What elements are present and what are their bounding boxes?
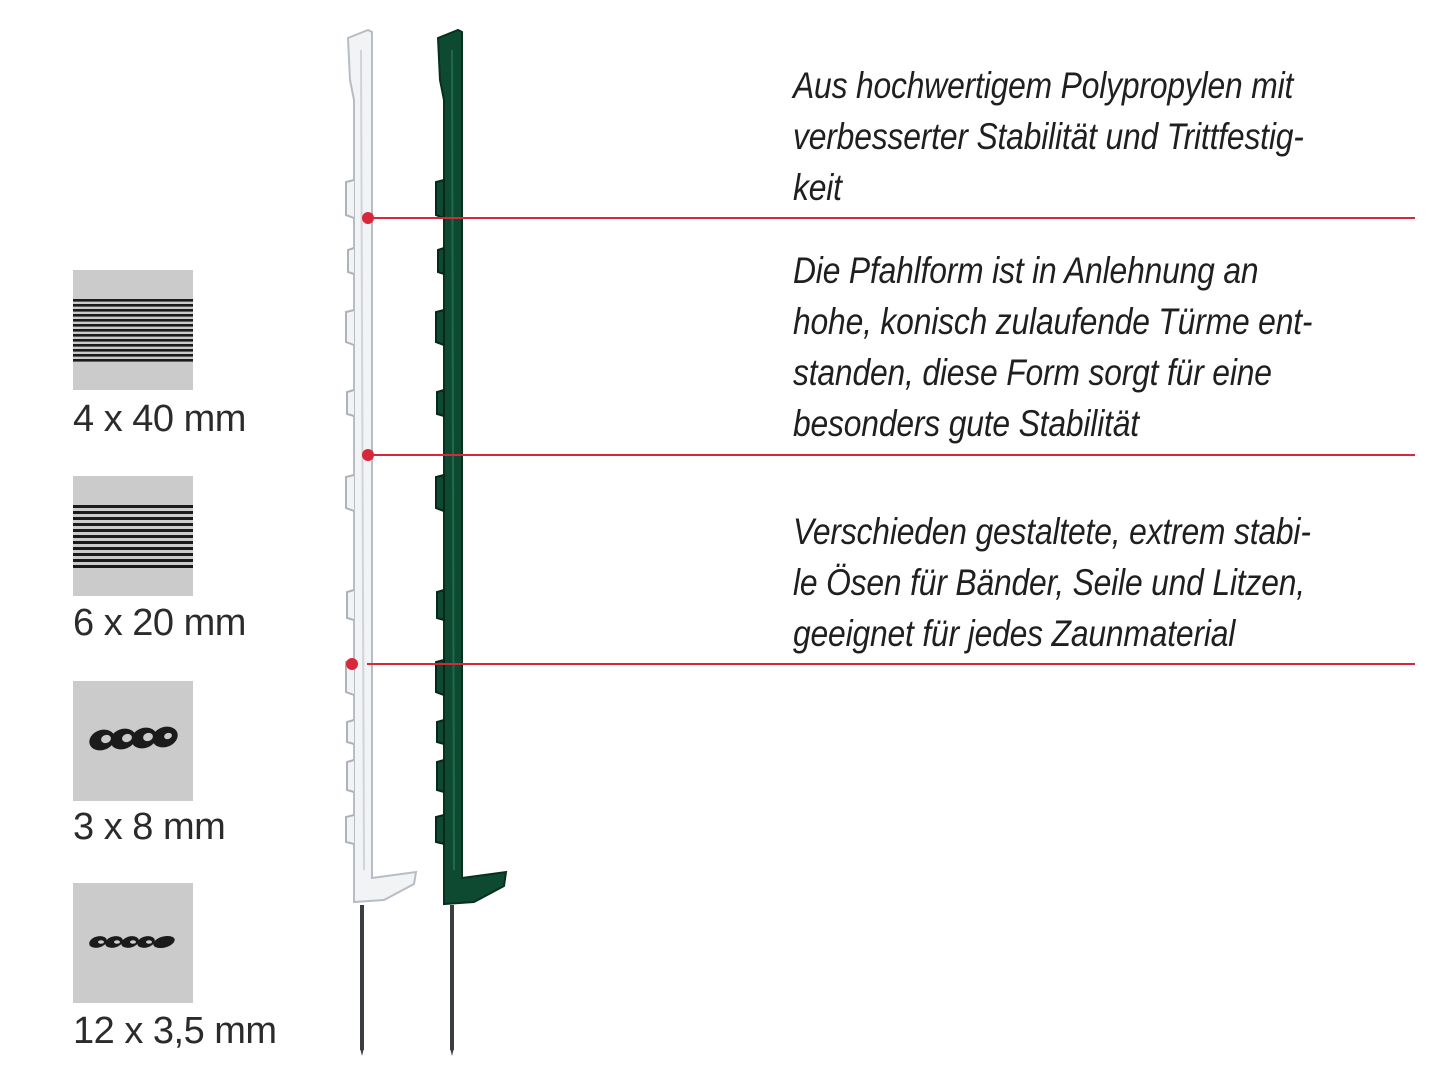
tape-40mm-icon [73,270,193,390]
callout-dot-material [362,212,374,224]
swatch-rope-thick [73,681,193,801]
feature-shape-text: Die Pfahlform ist in Anlehnung an hohe, konisch zulaufende Türme ent- standen, diese Form sorgt für eine besonders gute Stabilität [793,250,1313,444]
size-label-tape-40mm: 4 x 40 mm [73,398,246,440]
white-fence-post [346,30,416,1056]
callout-dot-shape [362,449,374,461]
callout-dot-eyelets [346,658,358,670]
callout-line-eyelets [367,663,1415,665]
size-label-rope-thick: 3 x 8 mm [73,806,226,848]
fence-posts-illustration [320,20,530,1065]
callout-line-shape [367,454,1415,456]
wire-thin-icon [73,883,193,1003]
green-fence-post [436,30,506,1056]
feature-eyelets-text: Verschieden gestaltete, extrem stabi- le Ösen für Bänder, Seile und Litzen, geeignet für jedes Zaunmaterial [793,511,1311,654]
size-label-wire-thin: 12 x 3,5 mm [73,1010,277,1052]
feature-material-text: Aus hochwertigem Polypropylen mit verbesserter Stabilität und Trittfestig- keit [793,65,1304,208]
size-label-tape-20mm: 6 x 20 mm [73,602,246,644]
swatch-tape-20mm [73,476,193,596]
callout-line-material [367,217,1415,219]
swatch-wire-thin [73,883,193,1003]
rope-thick-icon [73,681,193,801]
tape-20mm-icon [73,476,193,596]
swatch-tape-40mm [73,270,193,390]
